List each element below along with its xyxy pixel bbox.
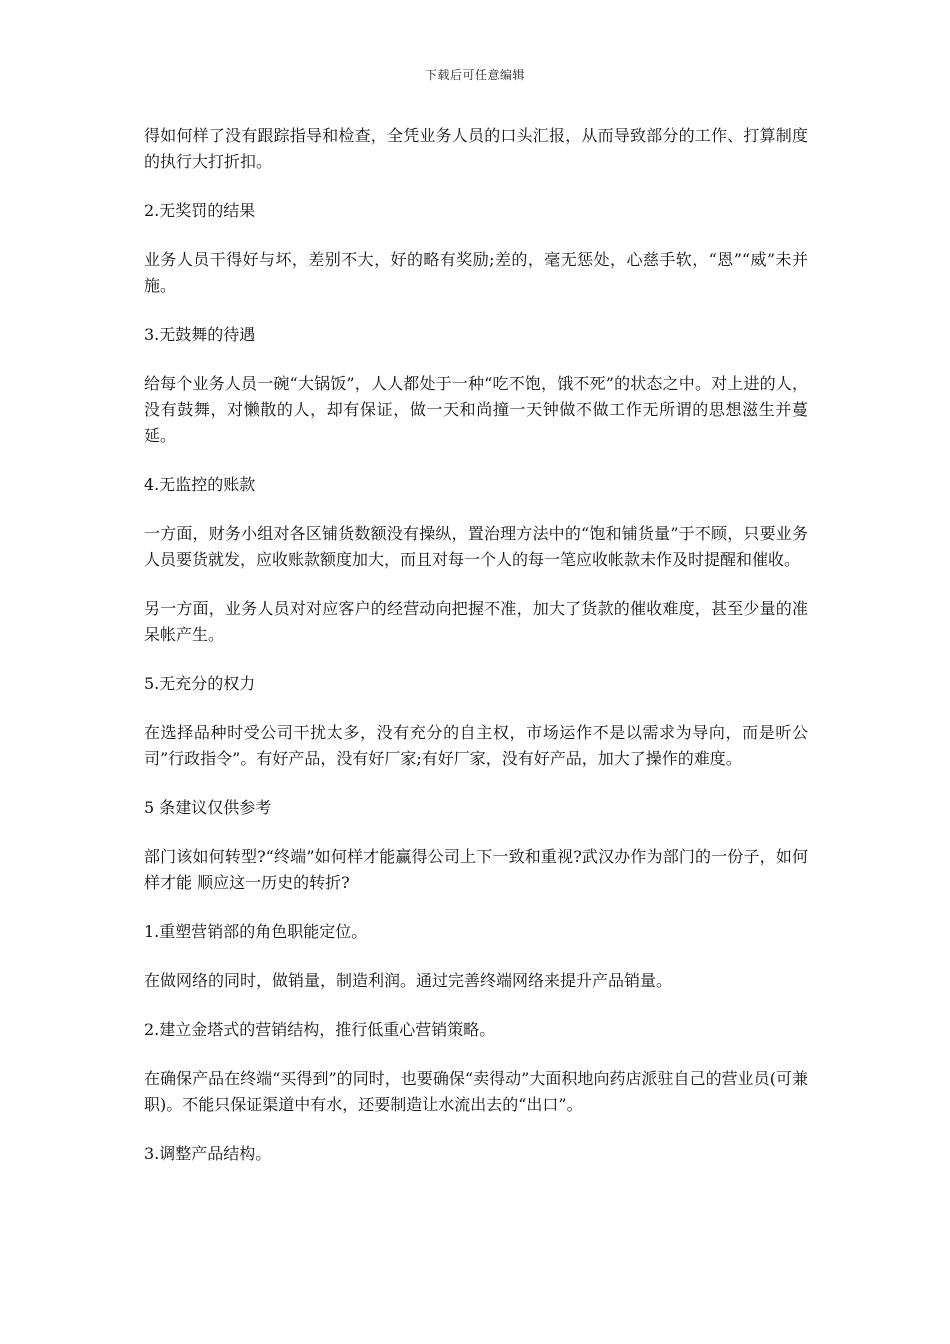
paragraph: 给每个业务人员一碗“大锅饭”，人人都处于一种“吃不饱，饿不死”的状态之中。对上进的人，没有鼓舞，对懒散的人，却有保证，做一天和尚撞一天钟做不做工作无所谓的思想滋生并蔓延。: [144, 374, 808, 445]
section-heading: 5.无充分的权力: [144, 674, 256, 693]
page-header: 下载后可任意编辑: [424, 68, 525, 82]
paragraph: 在确保产品在终端“买得到”的同时，也要确保“卖得动”大面积地向药店派驻自己的营业员(可兼职)。不能只保证渠道中有水，还要制造让水流出去的“出口”。: [144, 1069, 808, 1114]
section-heading: 1.重塑营销部的角色职能定位。: [144, 922, 368, 941]
paragraph: 业务人员干得好与坏，差别不大，好的略有奖励;差的，毫无惩处，心慈手软，“恩”“威”未并施。: [144, 250, 808, 295]
paragraph: 在做网络的同时，做销量，制造利润。通过完善终端网络来提升产品销量。: [144, 971, 673, 990]
paragraph: 在选择品种时受公司干扰太多，没有充分的自主权，市场运作不是以需求为导向，而是听公司”行政指令”。有好产品，没有好厂家;有好厂家，没有好产品，加大了操作的难度。: [144, 723, 808, 768]
section-heading: 5 条建议仅供参考: [144, 798, 272, 817]
document-body: [144, 123, 808, 1190]
paragraph: 另一方面，业务人员对对应客户的经营动向把握不准，加大了货款的催收难度，甚至少量的准呆帐产生。: [144, 599, 808, 644]
section-heading: 4.无监控的账款: [144, 475, 256, 494]
paragraph: 一方面，财务小组对各区铺货数额没有操纵，置治理方法中的“饱和铺货量”于不顾，只要业务人员要货就发，应收账款额度加大，而且对每一个人的每一笔应收帐款未作及时提醒和催收。: [144, 524, 808, 569]
paragraph: 部门该如何转型?“终端”如何样才能赢得公司上下一致和重视?武汉办作为部门的一份子，如何样才能 顺应这一历史的转折?: [144, 847, 808, 892]
section-heading: 2.建立金塔式的营销结构，推行低重心营销策略。: [144, 1020, 496, 1039]
paragraph-continuation: 得如何样了没有跟踪指导和检查，全凭业务人员的口头汇报，从而导致部分的工作、打算制度的执行大打折扣。: [144, 126, 808, 171]
section-heading: 3.无鼓舞的待遇: [144, 325, 256, 344]
section-heading: 2.无奖罚的结果: [144, 201, 256, 220]
section-heading: 3.调整产品结构。: [144, 1144, 272, 1163]
